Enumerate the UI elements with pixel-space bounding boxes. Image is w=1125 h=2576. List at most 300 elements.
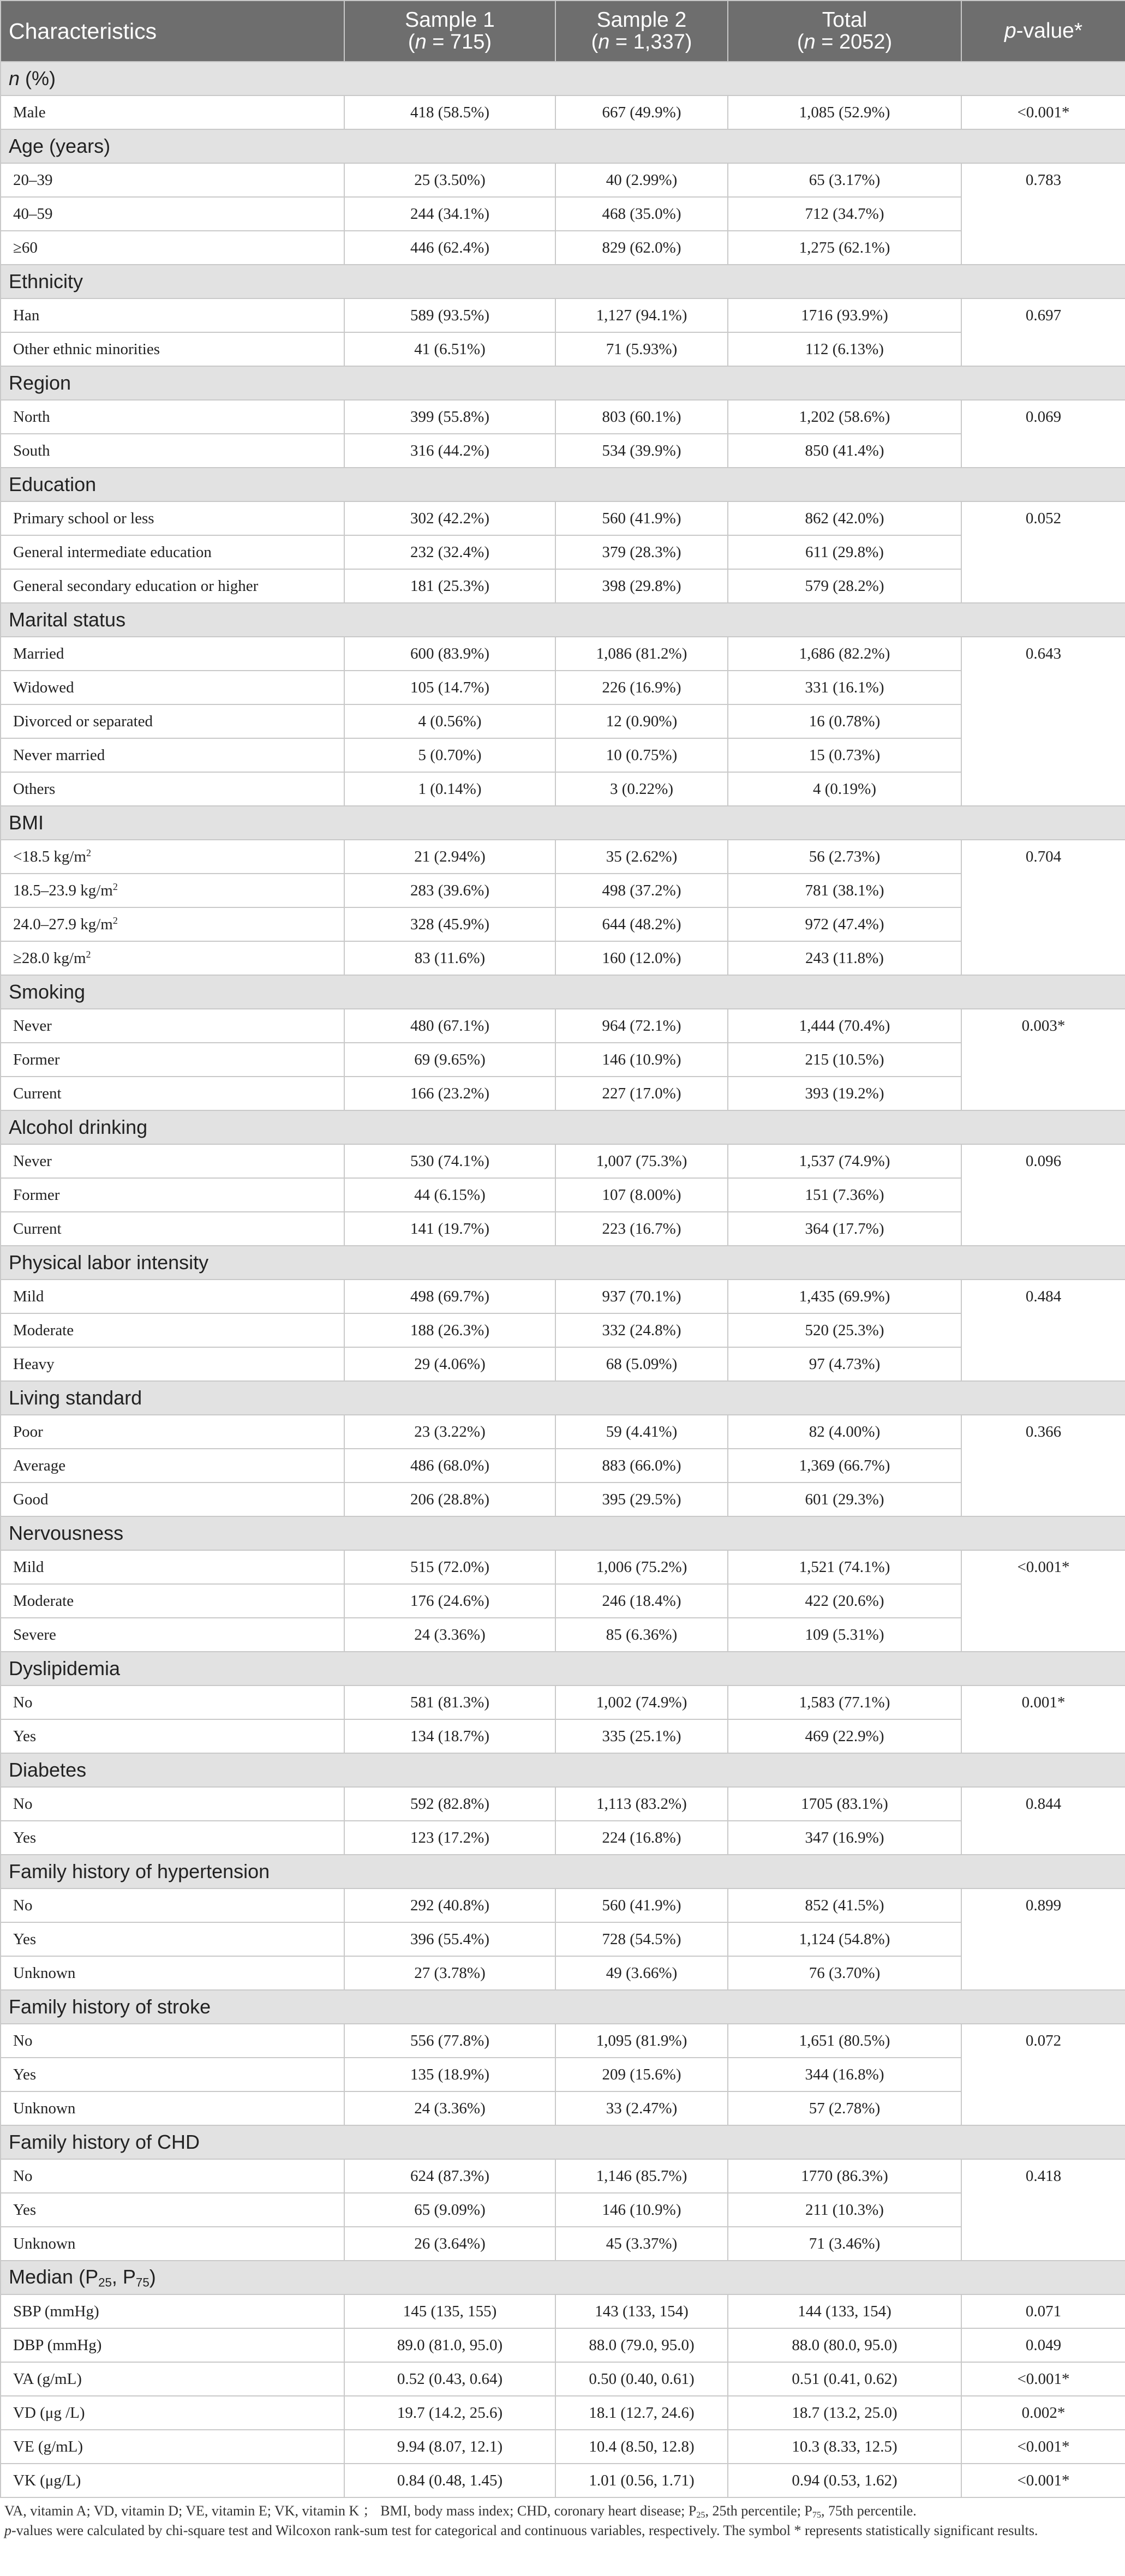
sample-1-cell: 69 (9.65%) bbox=[344, 1043, 555, 1077]
row-label bbox=[1, 1009, 344, 1043]
sample-1-cell: 24 (3.36%) bbox=[344, 1618, 555, 1652]
table-row bbox=[1, 1144, 1125, 1178]
sample-2-cell: 468 (35.0%) bbox=[555, 197, 728, 231]
table-row bbox=[1, 1618, 1125, 1652]
sample-2-cell: 59 (4.41%) bbox=[555, 1415, 728, 1449]
sample-1-cell: 480 (67.1%) bbox=[344, 1009, 555, 1043]
row-label bbox=[1, 501, 344, 535]
table-row bbox=[1, 1888, 1125, 1922]
table-row bbox=[1, 2193, 1125, 2227]
sample-1-cell: 26 (3.64%) bbox=[344, 2227, 555, 2261]
sample-2-cell: 335 (25.1%) bbox=[555, 1719, 728, 1753]
table-row bbox=[1, 1719, 1125, 1753]
sample-1-cell: 592 (82.8%) bbox=[344, 1787, 555, 1821]
row-label-text: Severe bbox=[13, 1625, 56, 1643]
row-label bbox=[1, 1719, 344, 1753]
total-cell: 82 (4.00%) bbox=[728, 1415, 961, 1449]
header-row bbox=[1, 1, 1125, 62]
total-cell: 1,521 (74.1%) bbox=[728, 1550, 961, 1584]
total-cell: 1705 (83.1%) bbox=[728, 1787, 961, 1821]
row-label-text: VE (g/mL) bbox=[13, 2437, 83, 2455]
row-label bbox=[1, 772, 344, 806]
section-title: Ethnicity bbox=[1, 265, 1125, 298]
header-sample-2-title: Sample 2 bbox=[596, 8, 687, 32]
row-label-text: Unknown bbox=[13, 2234, 76, 2252]
row-label bbox=[1, 1686, 344, 1719]
p-value-cell: <0.001* bbox=[961, 2464, 1125, 2497]
row-label-text: Others bbox=[13, 780, 56, 798]
total-cell: 1,275 (62.1%) bbox=[728, 231, 961, 265]
sample-2-cell: 937 (70.1%) bbox=[555, 1280, 728, 1313]
sample-1-cell: 89.0 (81.0, 95.0) bbox=[344, 2328, 555, 2362]
table-row bbox=[1, 95, 1125, 129]
sample-1-cell: 292 (40.8%) bbox=[344, 1888, 555, 1922]
sample-2-cell: 143 (133, 154) bbox=[555, 2294, 728, 2328]
p-value-cell: <0.001* bbox=[961, 2430, 1125, 2464]
sample-2-cell: 644 (48.2%) bbox=[555, 907, 728, 941]
total-cell: 1,444 (70.4%) bbox=[728, 1009, 961, 1043]
sample-2-cell: 227 (17.0%) bbox=[555, 1077, 728, 1110]
section-title: Marital status bbox=[1, 603, 1125, 637]
total-cell: 1,583 (77.1%) bbox=[728, 1686, 961, 1719]
row-label-text: Current bbox=[13, 1220, 62, 1238]
row-label-text: South bbox=[13, 441, 50, 459]
sample-2-cell: 1,086 (81.2%) bbox=[555, 637, 728, 671]
sample-2-cell: 829 (62.0%) bbox=[555, 231, 728, 265]
total-cell: 15 (0.73%) bbox=[728, 738, 961, 772]
sample-1-cell: 145 (135, 155) bbox=[344, 2294, 555, 2328]
table-row bbox=[1, 231, 1125, 265]
p-value-cell: 0.844 bbox=[961, 1787, 1125, 1855]
row-label-text: ≥60 bbox=[13, 238, 38, 256]
sample-1-cell: 556 (77.8%) bbox=[344, 2024, 555, 2058]
total-cell: 1,202 (58.6%) bbox=[728, 400, 961, 434]
p-value-cell: <0.001* bbox=[961, 95, 1125, 129]
sample-2-cell: 224 (16.8%) bbox=[555, 1821, 728, 1855]
sample-1-cell: 244 (34.1%) bbox=[344, 197, 555, 231]
total-cell: 1,369 (66.7%) bbox=[728, 1449, 961, 1483]
total-cell: 1716 (93.9%) bbox=[728, 298, 961, 332]
section-row bbox=[1, 1246, 1125, 1280]
table-row bbox=[1, 1009, 1125, 1043]
table-row bbox=[1, 2328, 1125, 2362]
sample-1-cell: 44 (6.15%) bbox=[344, 1178, 555, 1212]
table-row bbox=[1, 637, 1125, 671]
row-label-text: 20–39 bbox=[13, 171, 53, 189]
section-title: Family history of hypertension bbox=[1, 1855, 1125, 1888]
total-cell: 1,537 (74.9%) bbox=[728, 1144, 961, 1178]
sample-2-cell: 332 (24.8%) bbox=[555, 1313, 728, 1347]
table-row bbox=[1, 1280, 1125, 1313]
sample-2-cell: 33 (2.47%) bbox=[555, 2091, 728, 2125]
row-label-text: Never bbox=[13, 1152, 52, 1170]
sample-1-cell: 600 (83.9%) bbox=[344, 637, 555, 671]
p-value-cell: 0.052 bbox=[961, 501, 1125, 603]
sample-1-cell: 4 (0.56%) bbox=[344, 704, 555, 738]
row-label bbox=[1, 163, 344, 197]
section-row bbox=[1, 1110, 1125, 1144]
row-label bbox=[1, 1212, 344, 1246]
sample-2-cell: 10 (0.75%) bbox=[555, 738, 728, 772]
total-cell: 18.7 (13.2, 25.0) bbox=[728, 2396, 961, 2430]
sample-2-cell: 71 (5.93%) bbox=[555, 332, 728, 366]
table-row bbox=[1, 772, 1125, 806]
row-label bbox=[1, 332, 344, 366]
row-label-text: Yes bbox=[13, 1828, 37, 1846]
sample-2-cell: 1,007 (75.3%) bbox=[555, 1144, 728, 1178]
table-row bbox=[1, 840, 1125, 874]
header-p-value: p-value* bbox=[961, 1, 1125, 62]
row-label bbox=[1, 1584, 344, 1618]
row-label-text: Never bbox=[13, 1017, 52, 1035]
section-row bbox=[1, 1652, 1125, 1686]
unit-superscript: 2 bbox=[112, 881, 118, 893]
row-label-text: VA (g/mL) bbox=[13, 2370, 82, 2388]
sample-2-cell: 728 (54.5%) bbox=[555, 1922, 728, 1956]
sample-2-cell: 560 (41.9%) bbox=[555, 501, 728, 535]
row-label-text: Heavy bbox=[13, 1355, 55, 1373]
table-row bbox=[1, 671, 1125, 704]
total-cell: 579 (28.2%) bbox=[728, 569, 961, 603]
total-cell: 972 (47.4%) bbox=[728, 907, 961, 941]
sample-1-cell: 399 (55.8%) bbox=[344, 400, 555, 434]
sample-2-cell: 1,006 (75.2%) bbox=[555, 1550, 728, 1584]
table-header bbox=[1, 1, 1125, 62]
sample-1-cell: 581 (81.3%) bbox=[344, 1686, 555, 1719]
total-cell: 112 (6.13%) bbox=[728, 332, 961, 366]
unit-superscript: 2 bbox=[112, 915, 118, 927]
sample-2-cell: 964 (72.1%) bbox=[555, 1009, 728, 1043]
p-value-cell: 0.049 bbox=[961, 2328, 1125, 2362]
sample-1-cell: 21 (2.94%) bbox=[344, 840, 555, 874]
row-label bbox=[1, 1483, 344, 1516]
row-label bbox=[1, 2464, 344, 2497]
row-label-text: <18.5 kg/m bbox=[13, 847, 86, 865]
sample-1-cell: 29 (4.06%) bbox=[344, 1347, 555, 1381]
total-cell: 151 (7.36%) bbox=[728, 1178, 961, 1212]
row-label-text: 18.5–23.9 kg/m bbox=[13, 881, 113, 899]
total-cell: 76 (3.70%) bbox=[728, 1956, 961, 1990]
total-cell: 331 (16.1%) bbox=[728, 671, 961, 704]
row-label-text: Good bbox=[13, 1490, 49, 1508]
header-sample-1 bbox=[344, 1, 555, 62]
p-value-cell: 0.003* bbox=[961, 1009, 1125, 1110]
p-value-cell: <0.001* bbox=[961, 2362, 1125, 2396]
row-label-text: Yes bbox=[13, 2065, 37, 2083]
sample-2-cell: 88.0 (79.0, 95.0) bbox=[555, 2328, 728, 2362]
sample-1-cell: 25 (3.50%) bbox=[344, 163, 555, 197]
row-label bbox=[1, 1313, 344, 1347]
footnote-abbreviations: VA, vitamin A; VD, vitamin D; VE, vitamin E; VK, vitamin K ； BMI, body mass index; CHD, coronary heart disease; P25, 25th percentile; P75, 75th percentile. bbox=[4, 2503, 917, 2520]
row-label bbox=[1, 2328, 344, 2362]
table-row bbox=[1, 1077, 1125, 1110]
row-label-text: Yes bbox=[13, 1727, 37, 1745]
sample-2-cell: 1.01 (0.56, 1.71) bbox=[555, 2464, 728, 2497]
sample-2-cell: 85 (6.36%) bbox=[555, 1618, 728, 1652]
header-sample-2-n: (n = 1,337) bbox=[591, 31, 692, 53]
row-label-text: Never married bbox=[13, 746, 105, 764]
row-label bbox=[1, 637, 344, 671]
section-row bbox=[1, 2261, 1125, 2294]
row-label-text: DBP (mmHg) bbox=[13, 2336, 102, 2354]
table-row bbox=[1, 1449, 1125, 1483]
row-label bbox=[1, 1178, 344, 1212]
row-label-text: No bbox=[13, 2167, 33, 2185]
row-label-text: No bbox=[13, 1795, 33, 1813]
unit-superscript: 2 bbox=[86, 949, 91, 960]
sample-2-cell: 223 (16.7%) bbox=[555, 1212, 728, 1246]
total-cell: 16 (0.78%) bbox=[728, 704, 961, 738]
sample-1-cell: 181 (25.3%) bbox=[344, 569, 555, 603]
sample-2-cell: 146 (10.9%) bbox=[555, 1043, 728, 1077]
p-value-cell: 0.096 bbox=[961, 1144, 1125, 1246]
header-total-n: (n = 2052) bbox=[797, 31, 893, 53]
sample-1-cell: 232 (32.4%) bbox=[344, 535, 555, 569]
table-row bbox=[1, 501, 1125, 535]
sample-2-cell: 45 (3.37%) bbox=[555, 2227, 728, 2261]
sample-1-cell: 19.7 (14.2, 25.6) bbox=[344, 2396, 555, 2430]
section-title: Alcohol drinking bbox=[1, 1110, 1125, 1144]
sample-1-cell: 123 (17.2%) bbox=[344, 1821, 555, 1855]
total-cell: 469 (22.9%) bbox=[728, 1719, 961, 1753]
row-label bbox=[1, 1043, 344, 1077]
total-cell: 144 (133, 154) bbox=[728, 2294, 961, 2328]
section-title: Diabetes bbox=[1, 1753, 1125, 1787]
total-cell: 4 (0.19%) bbox=[728, 772, 961, 806]
section-row bbox=[1, 975, 1125, 1009]
sample-2-cell: 226 (16.9%) bbox=[555, 671, 728, 704]
total-cell: 852 (41.5%) bbox=[728, 1888, 961, 1922]
total-cell: 1,124 (54.8%) bbox=[728, 1922, 961, 1956]
sample-1-cell: 418 (58.5%) bbox=[344, 95, 555, 129]
section-row bbox=[1, 603, 1125, 637]
total-cell: 1,651 (80.5%) bbox=[728, 2024, 961, 2058]
table-row bbox=[1, 2294, 1125, 2328]
p-value-cell: 0.071 bbox=[961, 2294, 1125, 2328]
p-value-cell: 0.001* bbox=[961, 1686, 1125, 1753]
row-label bbox=[1, 2091, 344, 2125]
table-row bbox=[1, 1212, 1125, 1246]
row-label bbox=[1, 298, 344, 332]
sample-1-cell: 498 (69.7%) bbox=[344, 1280, 555, 1313]
table-row bbox=[1, 1956, 1125, 1990]
sample-2-cell: 40 (2.99%) bbox=[555, 163, 728, 197]
table-row bbox=[1, 1787, 1125, 1821]
total-cell: 850 (41.4%) bbox=[728, 434, 961, 468]
row-label-text: Former bbox=[13, 1186, 60, 1204]
table-row bbox=[1, 2227, 1125, 2261]
sample-1-cell: 5 (0.70%) bbox=[344, 738, 555, 772]
row-label bbox=[1, 2396, 344, 2430]
total-cell: 65 (3.17%) bbox=[728, 163, 961, 197]
total-cell: 56 (2.73%) bbox=[728, 840, 961, 874]
row-label-text: No bbox=[13, 1896, 33, 1914]
sample-2-cell: 246 (18.4%) bbox=[555, 1584, 728, 1618]
row-label bbox=[1, 2024, 344, 2058]
row-label-text: North bbox=[13, 408, 50, 426]
row-label bbox=[1, 535, 344, 569]
header-characteristics: Characteristics bbox=[1, 1, 344, 62]
row-label bbox=[1, 434, 344, 468]
row-label bbox=[1, 197, 344, 231]
sample-2-cell: 883 (66.0%) bbox=[555, 1449, 728, 1483]
row-label bbox=[1, 2362, 344, 2396]
table-row bbox=[1, 738, 1125, 772]
p-value-cell: 0.484 bbox=[961, 1280, 1125, 1381]
section-row bbox=[1, 1753, 1125, 1787]
row-label-text: Current bbox=[13, 1084, 62, 1102]
section-row bbox=[1, 62, 1125, 95]
table-row bbox=[1, 400, 1125, 434]
total-cell: 57 (2.78%) bbox=[728, 2091, 961, 2125]
table-row bbox=[1, 704, 1125, 738]
row-label bbox=[1, 1550, 344, 1584]
total-cell: 422 (20.6%) bbox=[728, 1584, 961, 1618]
table-row bbox=[1, 2464, 1125, 2497]
row-label-text: Primary school or less bbox=[13, 509, 154, 527]
sample-1-cell: 589 (93.5%) bbox=[344, 298, 555, 332]
row-label bbox=[1, 941, 344, 975]
row-label-text: Mild bbox=[13, 1558, 44, 1576]
section-title: Age (years) bbox=[1, 129, 1125, 163]
p-value-cell: 0.072 bbox=[961, 2024, 1125, 2125]
header-total-title: Total bbox=[822, 8, 867, 32]
row-label bbox=[1, 2159, 344, 2193]
section-row bbox=[1, 468, 1125, 501]
p-value-cell: 0.899 bbox=[961, 1888, 1125, 1990]
row-label bbox=[1, 2193, 344, 2227]
row-label bbox=[1, 1415, 344, 1449]
header-total bbox=[728, 1, 961, 62]
table-row bbox=[1, 2159, 1125, 2193]
p-value-cell: 0.069 bbox=[961, 400, 1125, 468]
total-cell: 1,085 (52.9%) bbox=[728, 95, 961, 129]
total-cell: 243 (11.8%) bbox=[728, 941, 961, 975]
table-row bbox=[1, 907, 1125, 941]
row-label bbox=[1, 569, 344, 603]
sample-1-cell: 65 (9.09%) bbox=[344, 2193, 555, 2227]
row-label-text: No bbox=[13, 2031, 33, 2049]
sample-1-cell: 23 (3.22%) bbox=[344, 1415, 555, 1449]
row-label-text: ≥28.0 kg/m bbox=[13, 949, 86, 967]
row-label-text: Mild bbox=[13, 1287, 44, 1305]
sample-2-cell: 1,146 (85.7%) bbox=[555, 2159, 728, 2193]
row-label bbox=[1, 1821, 344, 1855]
row-label bbox=[1, 840, 344, 874]
section-title: Family history of stroke bbox=[1, 1990, 1125, 2024]
section-title: Living standard bbox=[1, 1381, 1125, 1415]
section-title: Physical labor intensity bbox=[1, 1246, 1125, 1280]
row-label-text: Unknown bbox=[13, 2099, 76, 2117]
sample-2-cell: 10.4 (8.50, 12.8) bbox=[555, 2430, 728, 2464]
row-label-text: Moderate bbox=[13, 1592, 74, 1610]
sample-1-cell: 530 (74.1%) bbox=[344, 1144, 555, 1178]
table-row bbox=[1, 2362, 1125, 2396]
row-label-text: 24.0–27.9 kg/m bbox=[13, 915, 113, 933]
section-title: Median (P25, P75) bbox=[1, 2261, 1125, 2294]
row-label-text: SBP (mmHg) bbox=[13, 2302, 99, 2320]
table-row bbox=[1, 535, 1125, 569]
row-label bbox=[1, 1280, 344, 1313]
row-label-text: General secondary education or higher bbox=[13, 577, 259, 595]
row-label bbox=[1, 2294, 344, 2328]
row-label-text: VK (μg/L) bbox=[13, 2471, 81, 2489]
row-label bbox=[1, 2227, 344, 2261]
total-cell: 71 (3.46%) bbox=[728, 2227, 961, 2261]
section-row bbox=[1, 1855, 1125, 1888]
row-label bbox=[1, 874, 344, 907]
p-value-cell: 0.704 bbox=[961, 840, 1125, 975]
total-cell: 781 (38.1%) bbox=[728, 874, 961, 907]
row-label bbox=[1, 671, 344, 704]
table-row bbox=[1, 434, 1125, 468]
row-label-text: Poor bbox=[13, 1423, 43, 1441]
p-value-cell: 0.418 bbox=[961, 2159, 1125, 2261]
sample-2-cell: 49 (3.66%) bbox=[555, 1956, 728, 1990]
sample-1-cell: 446 (62.4%) bbox=[344, 231, 555, 265]
total-cell: 712 (34.7%) bbox=[728, 197, 961, 231]
p-value-cell: 0.643 bbox=[961, 637, 1125, 806]
total-cell: 520 (25.3%) bbox=[728, 1313, 961, 1347]
total-cell: 862 (42.0%) bbox=[728, 501, 961, 535]
sample-2-cell: 0.50 (0.40, 0.61) bbox=[555, 2362, 728, 2396]
row-label bbox=[1, 1144, 344, 1178]
sample-1-cell: 316 (44.2%) bbox=[344, 434, 555, 468]
row-label bbox=[1, 2430, 344, 2464]
row-label bbox=[1, 738, 344, 772]
table-body bbox=[1, 62, 1125, 2497]
total-cell: 0.51 (0.41, 0.62) bbox=[728, 2362, 961, 2396]
section-row bbox=[1, 806, 1125, 840]
total-cell: 215 (10.5%) bbox=[728, 1043, 961, 1077]
section-row bbox=[1, 2125, 1125, 2159]
section-row bbox=[1, 1990, 1125, 2024]
row-label bbox=[1, 1888, 344, 1922]
unit-superscript: 2 bbox=[86, 847, 91, 859]
total-cell: 109 (5.31%) bbox=[728, 1618, 961, 1652]
table-row bbox=[1, 197, 1125, 231]
sample-2-cell: 68 (5.09%) bbox=[555, 1347, 728, 1381]
row-label-text: General intermediate education bbox=[13, 543, 212, 561]
row-label-text: Other ethnic minorities bbox=[13, 340, 160, 358]
sample-2-cell: 534 (39.9%) bbox=[555, 434, 728, 468]
sample-1-cell: 105 (14.7%) bbox=[344, 671, 555, 704]
row-label-text: Divorced or separated bbox=[13, 712, 153, 730]
table-row bbox=[1, 332, 1125, 366]
sample-2-cell: 107 (8.00%) bbox=[555, 1178, 728, 1212]
section-title: Family history of CHD bbox=[1, 2125, 1125, 2159]
sample-2-cell: 803 (60.1%) bbox=[555, 400, 728, 434]
sample-2-cell: 560 (41.9%) bbox=[555, 1888, 728, 1922]
p-value-cell: 0.697 bbox=[961, 298, 1125, 366]
total-cell: 1770 (86.3%) bbox=[728, 2159, 961, 2193]
row-label-text: Han bbox=[13, 306, 40, 324]
sample-1-cell: 134 (18.7%) bbox=[344, 1719, 555, 1753]
total-cell: 347 (16.9%) bbox=[728, 1821, 961, 1855]
table-row bbox=[1, 2396, 1125, 2430]
sample-2-cell: 146 (10.9%) bbox=[555, 2193, 728, 2227]
sample-1-cell: 624 (87.3%) bbox=[344, 2159, 555, 2193]
sample-2-cell: 160 (12.0%) bbox=[555, 941, 728, 975]
sample-2-cell: 209 (15.6%) bbox=[555, 2058, 728, 2091]
sample-2-cell: 1,113 (83.2%) bbox=[555, 1787, 728, 1821]
section-row bbox=[1, 129, 1125, 163]
sample-1-cell: 515 (72.0%) bbox=[344, 1550, 555, 1584]
section-title: Nervousness bbox=[1, 1516, 1125, 1550]
table-row bbox=[1, 2024, 1125, 2058]
sample-1-cell: 1 (0.14%) bbox=[344, 772, 555, 806]
sample-1-cell: 166 (23.2%) bbox=[344, 1077, 555, 1110]
